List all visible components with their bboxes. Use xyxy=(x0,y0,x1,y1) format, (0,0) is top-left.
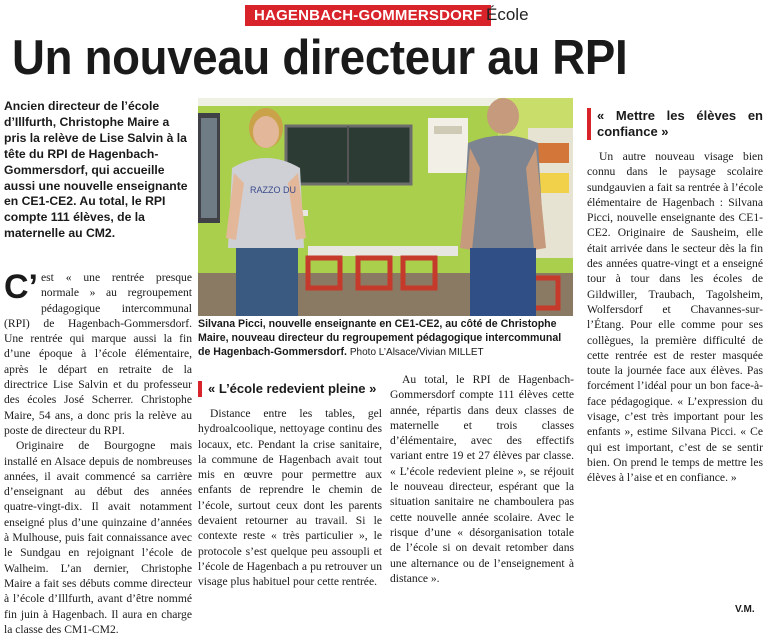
article-column-1 xyxy=(4,270,192,637)
caption-text: Silvana Picci, nouvelle enseignante en CE1-CE2, au côté de Christophe Maire, nouveau directeur du regroupement pédagogique intercommunal de Hagenbach-Gommersdorf. xyxy=(198,318,562,358)
article-column-2 xyxy=(198,372,382,590)
author-signature: V.M. xyxy=(735,604,755,615)
drop-cap: C’ xyxy=(4,268,38,306)
subheading-confidence: « Mettre les élèves en confiance » xyxy=(587,108,763,140)
photo-caption xyxy=(198,317,573,360)
article-paragraph-1: C’ est « une rentrée presque normale » au regroupement pédagogique intercommunal (RPI) de Hagenbach-Gommersdorf. Une rentrée qui marque aussi la fin d’une époque à l’école élémentaire, après le départ en retraite de la directrice Lise Salvin et du professeur des écoles José Scherrer. Christophe Maire, 54 ans, a donc pris la relève au poste de directeur du RPI. xyxy=(4,268,192,437)
location-kicker: HAGENBACH-GOMMERSDORF xyxy=(245,5,491,26)
article-paragraph-3: Distance entre les tables, gel hydroalcoolique, nettoyage continu des locaux, etc. Pendant la crise sanitaire, la commune de Hagenbach avait tout mis en œuvre pour permettre aux enfants de reprendre le chemin de l’école, surtout ceux dont les parents devaient retourner au travail. Si le contexte reste « très particulier », le protocole s’est quelque peu assoupli et l’école de Hagenbach a pu retrouver un visage plus habituel pour cette rentrée. xyxy=(198,407,382,589)
article-column-3 xyxy=(390,372,574,586)
article-column-4 xyxy=(587,99,763,486)
tshirt-print: RAZZO DU xyxy=(250,185,296,195)
article-paragraph-2: Originaire de Bourgogne mais installé en Alsace depuis de nombreuses années, il avait commencé sa carrière d’enseignant au début des années quatre-vingt-dix. Il avait notamment enseigné plus d’une quinzaine d’années à Mulhouse, puis fait connaissance avec le Sundgau en rejoignant l’école de Walheim. L’an dernier, Christophe Maire a fait ses débuts comme directeur à l’école d’Illfurth, avant d’être nommé fin juin à Hagenbach. Il aura en charge la classe des CM1-CM2. xyxy=(4,439,192,636)
headline: Un nouveau directeur au RPI xyxy=(12,31,628,85)
photo-credit: Photo L’Alsace/Vivian MILLET xyxy=(349,347,484,358)
article-paragraph-5: Un autre nouveau visage bien connu dans le paysage scolaire sundgauvien a fait sa rentrée à l’école élémentaire de Hagenbach : Silvana Picci, nouvelle enseignante des CE1-CE2. Originaire de Sausheim, elle était arrivée dans le secteur dès la fin des années quatre-vingt et a enseigné tour à tour dans les écoles de Gildwiller, Traubach, Tagolsheim, Wolfersdorf et Chavannes-sur-l’Étang. Pour elle comme pour ses collègues, la première difficulté de cette rentrée est de rester masquée toute la journée face aux élèves. Pas forcément l’idéal pour un bon face-à-face pédagogique. « L’expression du visage, c’est très important pour les enfants », estime Silvana Picci. « Ce qui est important, c’est de se sentir bien. On prend le temps de mettre les élèves à l’aise et en confiance. » xyxy=(587,150,763,485)
section-label: École xyxy=(486,5,529,24)
article-paragraph-4: Au total, le RPI de Hagenbach-Gommersdorf compte 111 élèves cette année, répartis dans deux classes de maternelle et trois classes d’élémentaire, avec des effectifs variant entre 19 et 27 élèves par classe. « L’école redevient pleine », se réjouit le nouveau directeur, espérant que la situation sanitaire ne chamboulera pas cette nouvelle année scolaire. Avec le risque d’une « désorganisation totale de l’école si on devait retomber dans une alternance ou de l’enseignement à distance ». xyxy=(390,373,574,585)
lead-paragraph: Ancien directeur de l’école d’Illfurth, Christophe Maire a pris la relève de Lise Salvin à la tête du RPI de Hagenbach-Gommersdorf, qui accueille aussi une nouvelle enseignante en CE1-CE2. Au total, le RPI compte 111 élèves, de la maternelle au CM2. xyxy=(4,99,188,241)
article-photo xyxy=(198,98,573,316)
subheading-school-full: « L’école redevient pleine » xyxy=(198,381,382,397)
